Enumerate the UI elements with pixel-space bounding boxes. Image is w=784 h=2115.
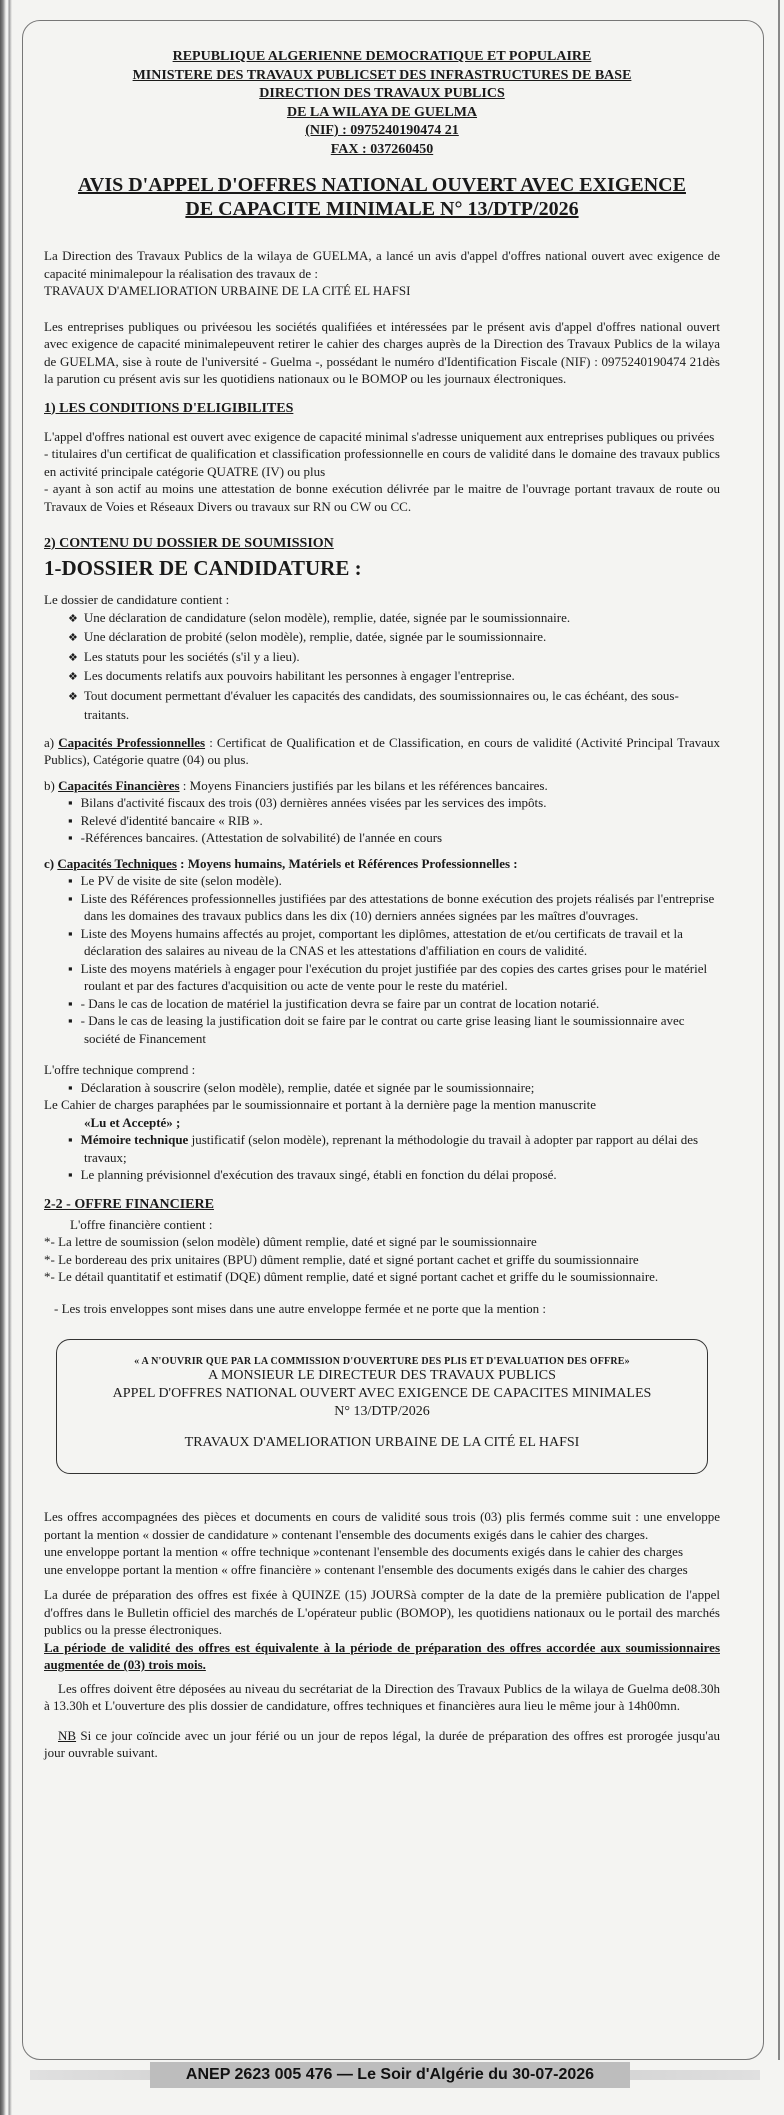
capacites-financieres-label: Capacités Financières: [58, 777, 180, 793]
list-item: ▪ - Dans le cas de leasing la justification doit se faire par le contrat ou carte grise leasing liant le soumissionnaire avec société de Financement: [84, 1012, 720, 1047]
header-nif: (NIF) : 0975240190474 21: [305, 123, 459, 138]
list-item: ❖ Tout document permettant d'évaluer les capacités des candidats, des soumissionnaires ou, le cas échéant, des sous-traitants.: [84, 687, 720, 724]
item-prefix: c): [44, 855, 58, 871]
memoire-technique-label: Mémoire technique: [80, 1132, 189, 1147]
box-commission-notice: « A N'OUVRIR QUE PAR LA COMMISSION D'OUVERTURE DES PLIS ET D'EVALUATION DES OFFRE»: [134, 1356, 630, 1367]
nb-text: Si ce jour coïncide avec un jour férié ou un jour de repos légal, la durée de préparation des offres est prorogée jusqu'au jour ouvrable suivant.: [44, 1727, 720, 1760]
list-item: [80, 1131, 720, 1166]
box-addressee: A MONSIEUR LE DIRECTEUR DES TRAVAUX PUBLICS: [208, 1368, 556, 1383]
notice-content: [44, 48, 720, 1762]
notice-title: [44, 173, 720, 221]
offre-financiere-item: *- Le détail quantitatif et estimatif (DQE) dûment remplie, daté et signé portant cachet et griffe du le soumissionnaire.: [44, 1269, 659, 1284]
eligibility-p2: - titulaires d'un certificat de qualification et classification professionnelle en cours de validité dans le domaine des travaux publics en activité principale catégorie QUATRE (IV) ou plus: [44, 446, 720, 479]
capacites-professionnelles-label: Capacités Professionnelles: [58, 734, 206, 750]
memoire-technique-text: justificatif (selon modèle), reprenant la méthodologie du travail à adopter par rapport au délai des travaux;: [84, 1132, 699, 1165]
closing-nb: [44, 1727, 720, 1762]
box-call-number: N° 13/DTP/2026: [334, 1404, 430, 1419]
offre-financiere-lead: L'offre financière contient :: [70, 1216, 213, 1232]
offre-technique-lead: L'offre technique comprend :: [44, 1062, 196, 1077]
list-item: ▪ Le planning prévisionnel d'exécution des travaux singé, établi en fonction du délai proposé.: [84, 1166, 720, 1184]
eligibility-p1: L'appel d'offres national est ouvert avec exigence de capacité minimal s'adresse uniquement aux entreprises publiques ou privées: [44, 428, 715, 444]
intro-project: TRAVAUX D'AMELIORATION URBAINE DE LA CITÉ EL HAFSI: [44, 283, 411, 298]
publication-footer: ANEP 2623 005 476 — Le Soir d'Algérie du 30-07-2026: [150, 2062, 630, 2088]
list-item: ▪ Le PV de visite de site (selon modèle).: [84, 872, 720, 890]
capacites-financieres-text: : Moyens Financiers justifiés par les bilans et les références bancaires.: [179, 777, 548, 793]
cahier-charges-line: Le Cahier de charges paraphées par le soumissionnaire et portant à la dernière page la mention manuscrite: [44, 1097, 597, 1112]
closing-duration: La durée de préparation des offres est fixée à QUINZE (15) JOURSà compter de la date de la première publication de l'appel d'offres dans le Bulletin officiel des marchés de L'opérateur public (BOMOP), les quotidiens nationaux ou le portail des marchés publics ou la presse électroniques.: [44, 1587, 720, 1637]
list-item: ❖ Une déclaration de candidature (selon modèle), remplie, datée, signée par le soumissionnaire.: [84, 609, 720, 629]
page-binding-edge: [0, 0, 12, 2115]
header-ministry: MINISTERE DES TRAVAUX PUBLICSET DES INFRASTRUCTURES DE BASE: [132, 67, 632, 83]
candidature-list: [44, 609, 720, 724]
box-project: TRAVAUX D'AMELIORATION URBAINE DE LA CITÉ EL HAFSI: [184, 1435, 580, 1450]
list-item: ▪ Relevé d'identité bancaire « RIB ».: [84, 812, 720, 830]
offre-financiere-item: *- La lettre de soumission (selon modèle) dûment remplie, daté et signé par le soumissionnaire: [44, 1234, 537, 1249]
official-header: [44, 48, 720, 159]
item-prefix: b): [44, 777, 59, 793]
header-republic: REPUBLIQUE ALGERIENNE DEMOCRATIQUE ET POPULAIRE: [172, 49, 592, 64]
list-item: ❖ Les documents relatifs aux pouvoirs habilitant les personnes à engager l'entreprise.: [84, 667, 720, 687]
section-dossier-title: 2) CONTENU DU DOSSIER DE SOUMISSION: [44, 536, 334, 551]
list-item: ❖ Les statuts pour les sociétés (s'il y a lieu).: [84, 648, 720, 668]
header-direction: DIRECTION DES TRAVAUX PUBLICS: [259, 86, 505, 101]
capacites-techniques-label: Capacités Techniques: [57, 855, 177, 871]
offre-financiere-title: 2-2 - OFFRE FINANCIERE: [44, 1196, 214, 1212]
capacites-techniques-text: : Moyens humains, Matériels et Références Professionnelles :: [176, 855, 518, 871]
list-item: ❖ Une déclaration de probité (selon modèle), remplie, datée, signée par le soumissionnaire.: [84, 628, 720, 648]
capacites-financieres: [44, 777, 720, 795]
lu-et-accepte: «Lu et Accepté» ;: [84, 1114, 181, 1130]
item-prefix: a): [44, 734, 59, 750]
list-item: ▪ Liste des moyens matériels à engager pour l'exécution du projet justifiée par des copies des cartes grises pour le matériel roulant et par des factures d'acquisition ou acte de vente pour le reste du matériel.: [84, 960, 720, 995]
list-item: ▪ Bilans d'activité fiscaux des trois (03) dernières années visées par les services des impôts.: [84, 794, 720, 812]
nb-label: NB: [58, 1727, 77, 1743]
intro-eligibility-paragraph: Les entreprises publiques ou privéesou les sociétés qualifiées et intéressées par le présent avis d'appel d'offres national ouvert avec exigence de capacité minimalepeuvent retirer le cahier des charges auprès de la Direction des Travaux Publics de la wilaya de GUELMA, sise à route de l'université - Guelma -, possédant le numéro d'Identification Fiscale (NIF) : 0975240190474 21dès la parution cu présent avis sur les quotidiens nationaux ou le BOMOP ou les journaux électroniques.: [44, 318, 720, 386]
financieres-list: [44, 794, 720, 847]
offre-technique-list: [44, 1079, 720, 1097]
capacites-techniques: [44, 855, 720, 873]
candidature-lead: Le dossier de candidature contient :: [44, 592, 230, 607]
closing-p2: une enveloppe portant la mention « offre technique »contenant l'ensemble des documents exigés dans le cahier des charges: [44, 1544, 684, 1559]
header-fax: FAX : 037260450: [330, 141, 434, 157]
capacites-professionnelles-text: : Certificat de Qualification et de Classification, en cours de validité (Activité Principal Travaux Publics), Catégorie quatre (04) ou plus.: [44, 734, 720, 767]
envelope-mention-box: [56, 1339, 708, 1474]
offre-technique-list-2: [44, 1131, 720, 1184]
eligibility-p3: - ayant à son actif au moins une attestation de bonne exécution délivrée par le maitre de l'ouvrage portant travaux de route ou Travaux de Voies et Réseaux Divers ou travaux sur RN ou CW ou CC.: [44, 481, 720, 514]
header-wilaya: DE LA WILAYA DE GUELMA: [286, 104, 478, 120]
page-right-edge: [778, 0, 780, 2060]
list-item: ▪ Liste des Moyens humains affectés au projet, comportant les diplômes, attestation de et/ou certificats de travail et la déclaration des salaires au niveau de la CNAS et les attestations d'affiliation en cours de validité.: [84, 925, 720, 960]
techniques-list: [44, 872, 720, 1047]
offre-financiere-item: *- Le bordereau des prix unitaires (BPU) dûment remplie, daté et signé portant cachet et griffe du soumissionnaire: [44, 1251, 639, 1267]
list-item: ▪ - Dans le cas de location de matériel la justification devra se faire par un contrat de location notarié.: [84, 995, 720, 1013]
section-eligibility-title: 1) LES CONDITIONS D'ELIGIBILITES: [44, 400, 294, 416]
list-item: ▪ Déclaration à souscrire (selon modèle), remplie, datée et signée par le soumissionnaire;: [84, 1079, 720, 1097]
enveloppes-mention: - Les trois enveloppes sont mises dans une autre enveloppe fermée et ne porte que la mention :: [54, 1300, 547, 1316]
closing-deposit: Les offres doivent être déposées au niveau du secrétariat de la Direction des Travaux Publics de la wilaya de Guelma de08.30h à 13.30h et L'ouverture des plis dossier de candidature, offres techniques et financières aura lieu le même jour à 14h00mn.: [44, 1680, 720, 1713]
closing-p1: Les offres accompagnées des pièces et documents en cours de validité sous trois (03) plis fermés comme suit : une enveloppe portant la mention « dossier de candidature » contenant l'ensemble des documents exigés dans le cahier des charges.: [44, 1509, 720, 1542]
intro-paragraph: La Direction des Travaux Publics de la wilaya de GUELMA, a lancé un avis d'appel d'offres national ouvert avec exigence de capacité minimalepour la réalisation des travaux de :: [44, 248, 720, 281]
capacites-professionnelles: [44, 734, 720, 769]
notice-title-line1: AVIS D'APPEL D'OFFRES NATIONAL OUVERT AVEC EXIGENCE: [78, 174, 686, 196]
closing-validity: La période de validité des offres est équivalente à la période de préparation des offres accordée aux soumissionnaires augmentée de (03) trois mois.: [44, 1639, 720, 1672]
list-item: ▪ -Références bancaires. (Attestation de solvabilité) de l'année en cours: [84, 829, 720, 847]
closing-p3: une enveloppe portant la mention « offre financière » contenant l'ensemble des documents exigés dans le cahier des charges: [44, 1561, 688, 1577]
box-call-title: APPEL D'OFFRES NATIONAL OUVERT AVEC EXIGENCE DE CAPACITES MINIMALES: [112, 1386, 652, 1401]
list-item: ▪ Liste des Références professionnelles justifiées par des attestations de bonne exécution des projets réalisés par l'entreprise dans les domaines des travaux publics dans les dix (10) derniers années signées par les maîtres d'ouvrages.: [84, 890, 720, 925]
notice-title-line2: DE CAPACITE MINIMALE N° 13/DTP/2026: [185, 198, 579, 220]
candidature-heading: 1-DOSSIER DE CANDIDATURE :: [44, 556, 362, 580]
